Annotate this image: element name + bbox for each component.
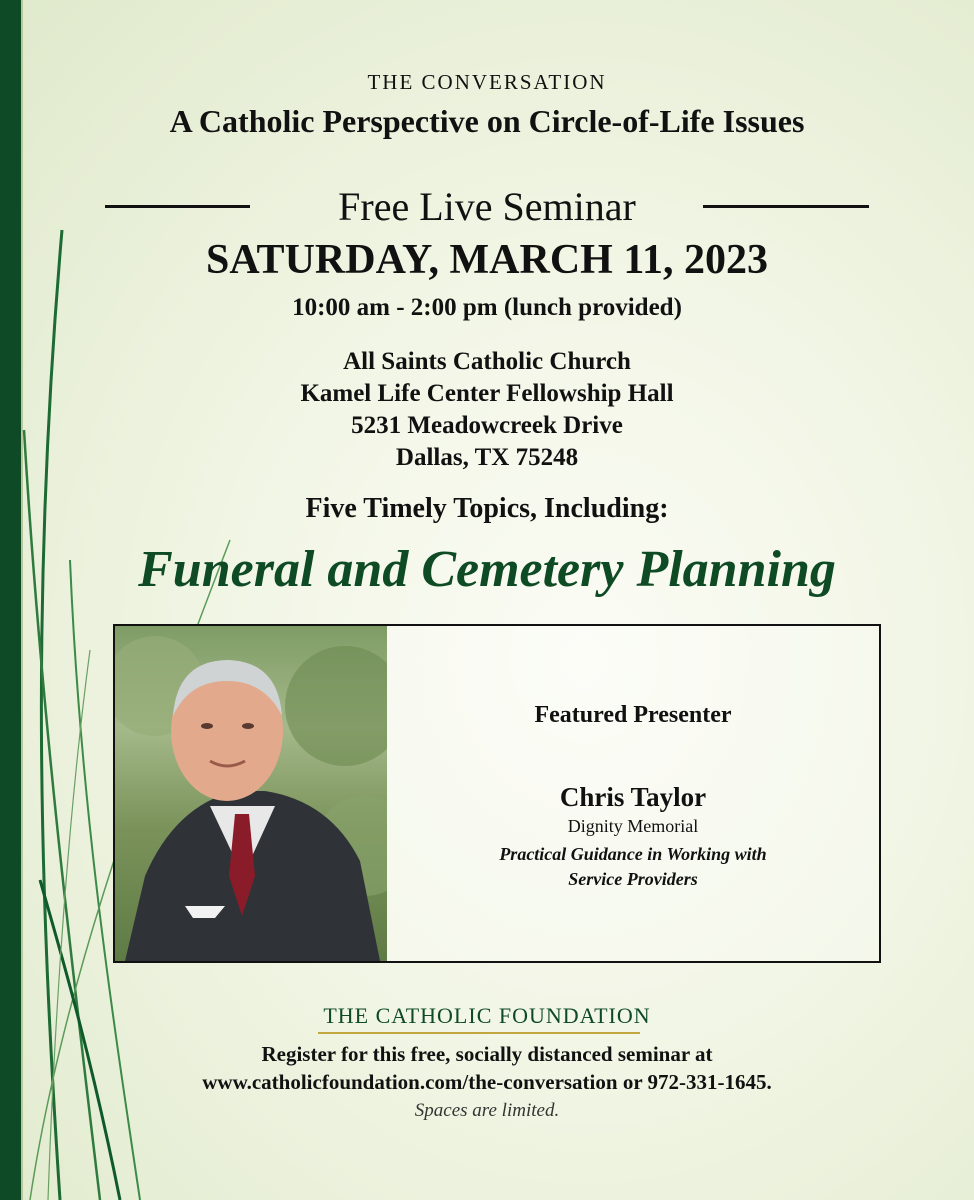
foundation-rule [318,1032,640,1034]
presenter-topic-line-1: Practical Guidance in Working with [499,844,767,864]
presenter-card [113,624,881,963]
event-time: 10:00 am - 2:00 pm (lunch provided) [292,294,682,321]
feature-topic-title: Funeral and Cemetery Planning [138,541,836,598]
spaces-limited-note: Spaces are limited. [414,1100,560,1121]
foundation-name: THE CATHOLIC FOUNDATION [323,1003,651,1028]
presenter-photo [115,626,387,961]
presenter-organization: Dignity Memorial [567,816,699,836]
register-line-2[interactable]: www.catholicfoundation.com/the-conversation or 972-331-1645. [202,1070,772,1094]
series-title: THE CONVERSATION [367,70,607,94]
seminar-heading: Free Live Seminar [338,184,636,229]
venue-name: All Saints Catholic Church [343,348,631,375]
venue-street: 5231 Meadowcreek Drive [351,412,623,439]
event-date: SATURDAY, MARCH 11, 2023 [205,237,769,283]
venue-city: Dallas, TX 75248 [395,444,579,471]
presenter-topic [387,842,879,892]
featured-presenter-label: Featured Presenter [534,702,732,728]
presenter-name: Chris Taylor [559,782,707,812]
presenter-info [387,626,879,961]
topics-intro: Five Timely Topics, Including: [305,493,669,524]
venue-hall: Kamel Life Center Fellowship Hall [300,380,674,407]
event-subtitle: A Catholic Perspective on Circle-of-Life Issues [169,103,805,139]
seminar-rule-left [105,205,250,208]
register-line-1: Register for this free, socially distanced seminar at [261,1042,713,1066]
presenter-topic-line-2: Service Providers [568,869,698,889]
